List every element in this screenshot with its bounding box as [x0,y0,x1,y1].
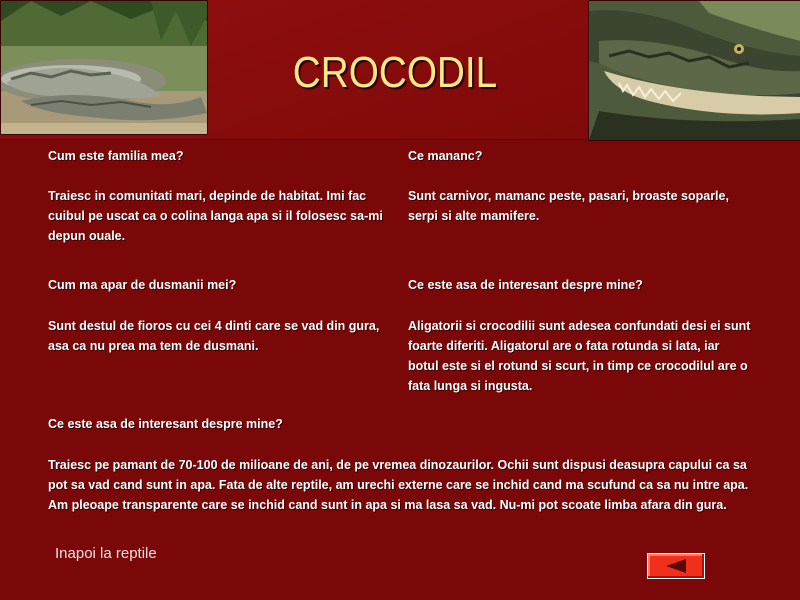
back-to-reptiles-link[interactable]: Inapoi la reptile [55,545,157,562]
question-interesting-2: Ce este asa de interesant despre mine? [48,417,283,431]
answer-defense: Sunt destul de fioros cu cei 4 dinti care se vad din gura, asa ca nu prea ma tem de dusmani. [48,319,380,353]
page-title: CROCODIL [292,48,498,97]
back-button[interactable] [647,553,705,579]
answer-interesting-2: Traiesc pe pamant de 70-100 de milioane de ani, de pe vremea dinozaurilor. Ochii sunt dispusi deasupra capului ca sa pot sa vad cand sunt in apa. Fata de alte reptile, am urechi externe care se inchid cand ma scufund ca sa nu intre apa. Am pleoape transparente care se inchid cand sunt in apa si ma lasa sa vad. Nu-mi pot scoate limba afara din gura. [48,458,749,512]
answer-diet: Sunt carnivor, mamanc peste, pasari, broaste soparle, serpi si alte mamifere. [408,189,729,223]
crocodile-head-photo [588,0,800,141]
question-defense: Cum ma apar de dusmanii mei? [48,278,237,292]
left-arrow-icon [666,559,686,573]
question-diet: Ce mananc? [408,149,483,163]
crocodiles-photo [0,0,208,135]
answer-family: Traiesc in comunitati mari, depinde de habitat. Imi fac cuibul pe uscat ca o colina langa apa si il folosesc sa-mi depun ouale. [48,189,383,243]
answer-interesting-1: Aligatorii si crocodilii sunt adesea confundati desi ei sunt foarte diferiti. Aligatorul are o fata rotunda si lata, iar botul este si el rotund si scurt, in timp ce crocodilul are o fata lunga si ingusta. [408,319,751,393]
question-family: Cum este familia mea? [48,149,184,163]
question-interesting-1: Ce este asa de interesant despre mine? [408,278,643,292]
